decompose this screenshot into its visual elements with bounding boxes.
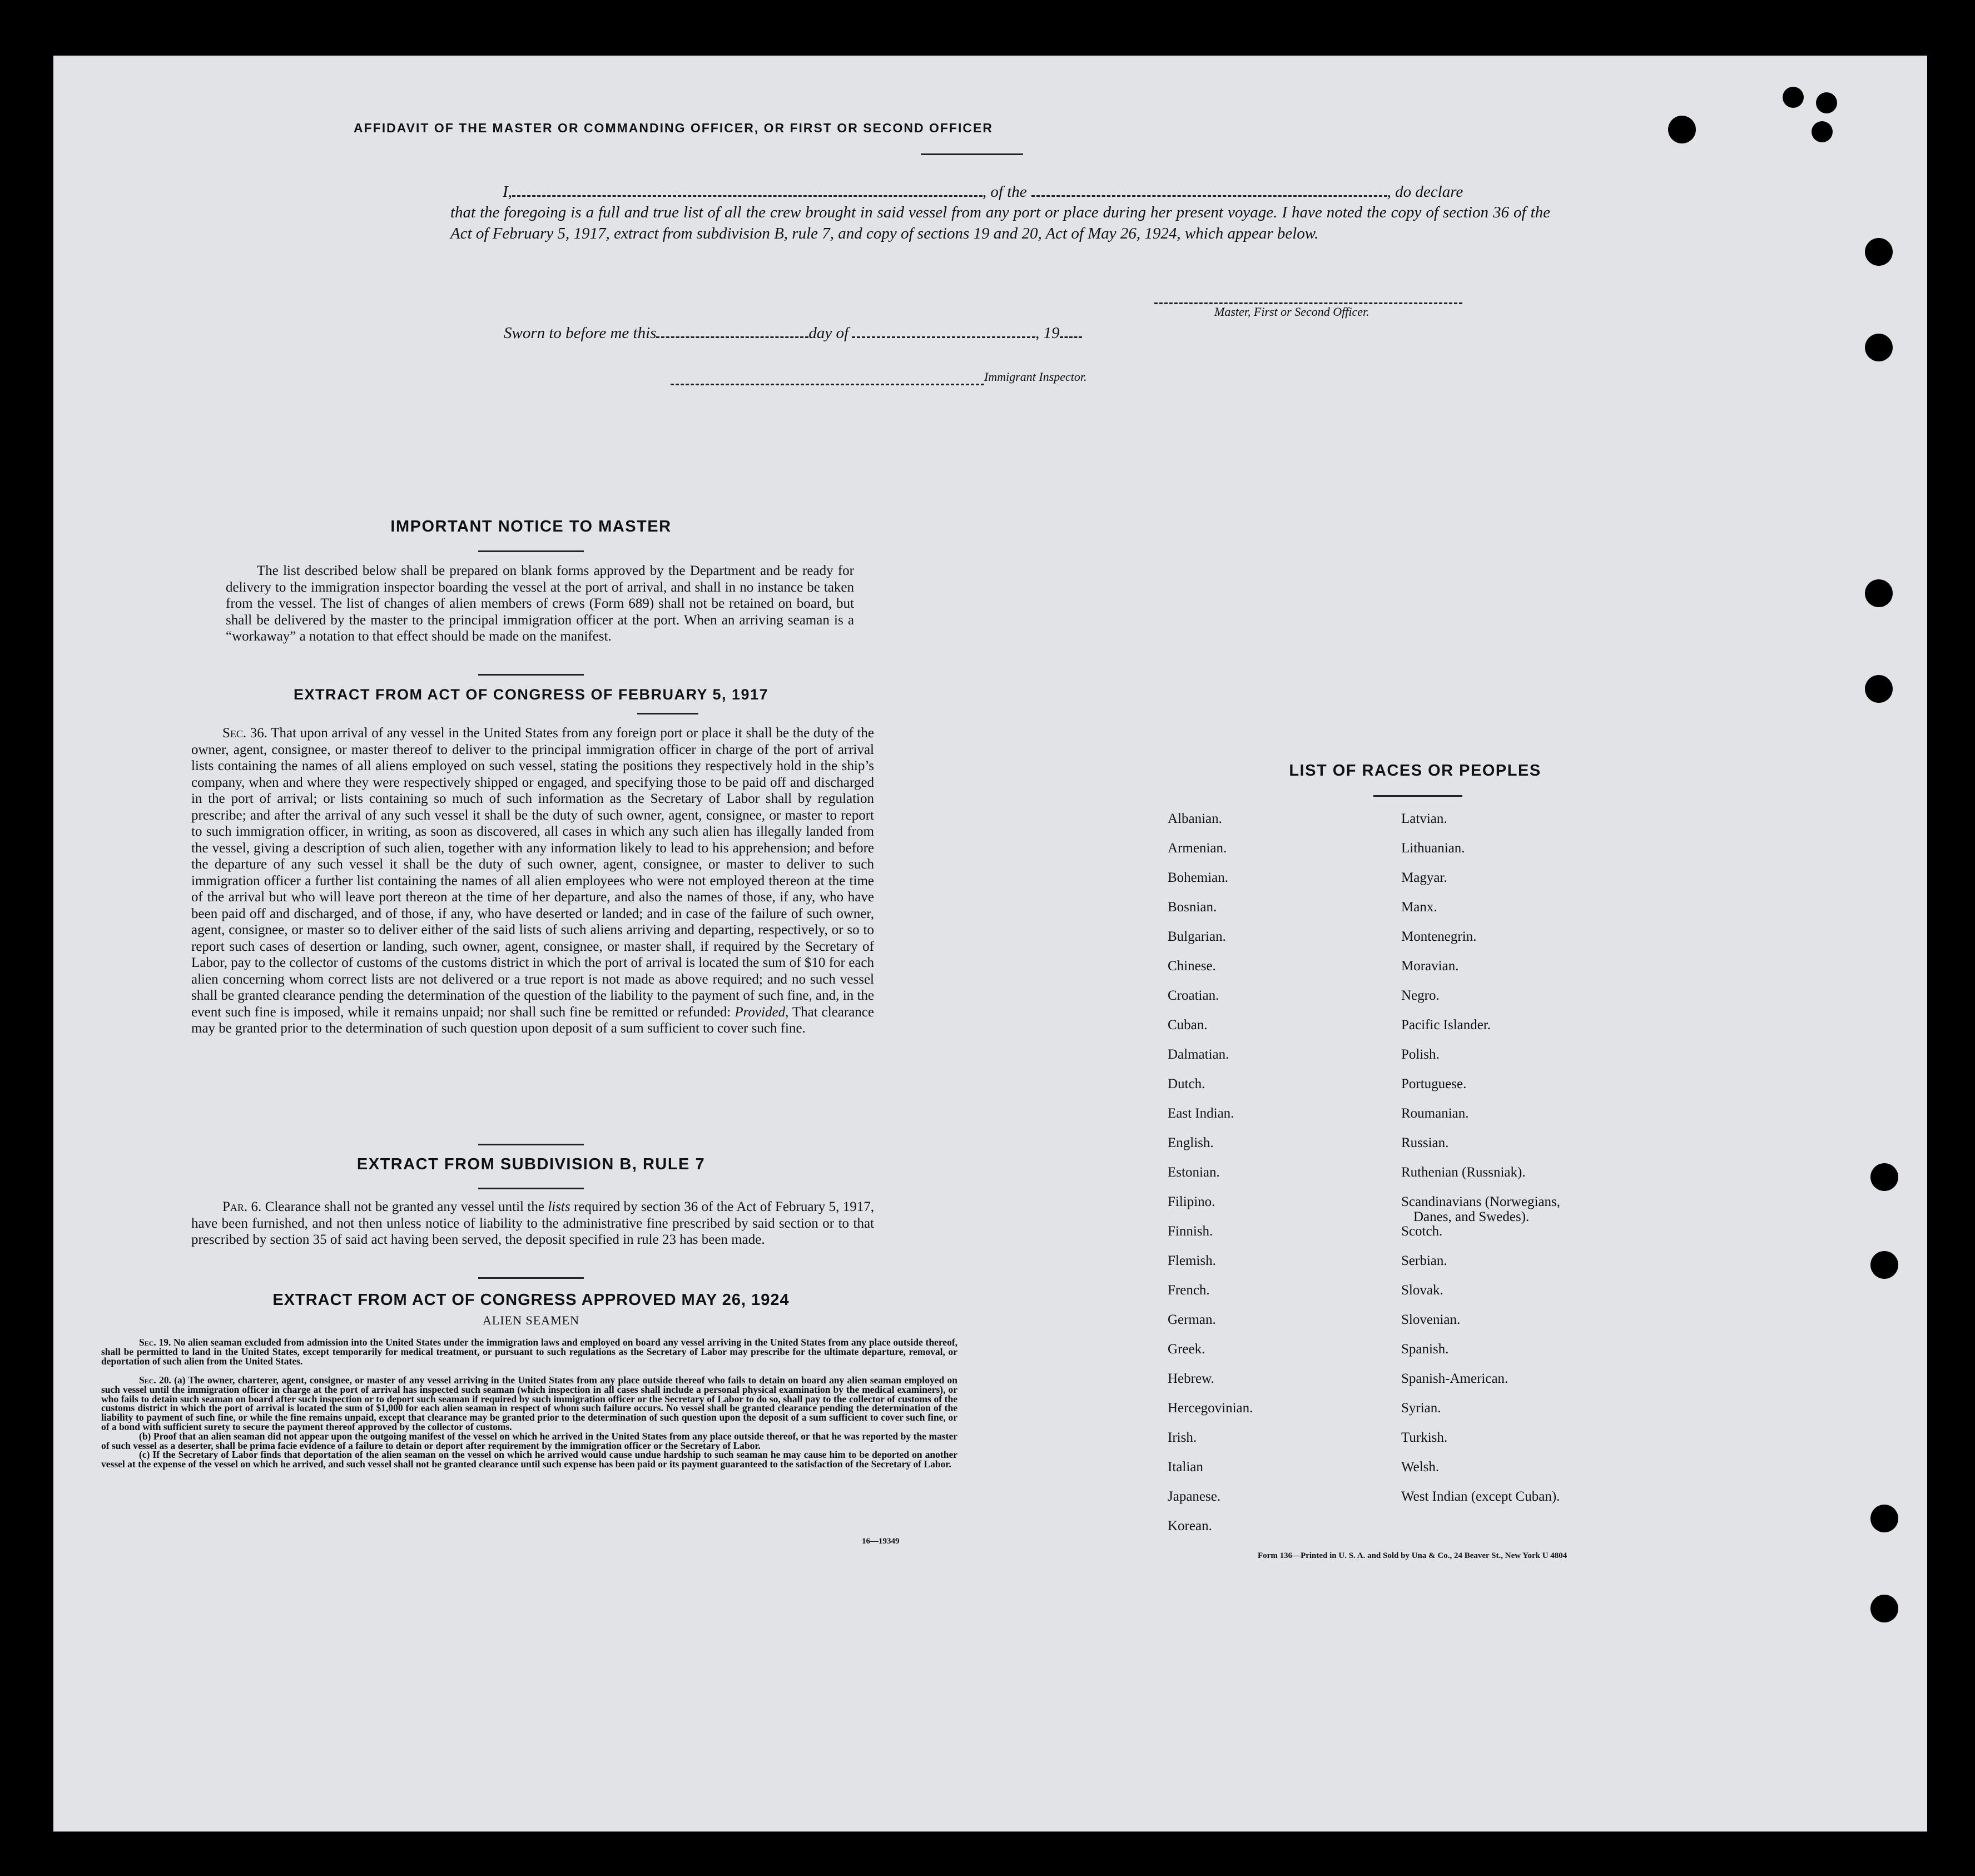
month-blank[interactable] (852, 323, 1035, 338)
race-item: Chinese. (1168, 959, 1216, 974)
race-item: Slovenian. (1401, 1312, 1461, 1327)
race-item: Bosnian. (1168, 900, 1217, 915)
race-item: Magyar. (1401, 870, 1447, 885)
sworn-line (504, 322, 1082, 344)
race-item: Cuban. (1168, 1018, 1208, 1033)
race-item: West Indian (except Cuban). (1401, 1489, 1560, 1504)
race-item: Slovak. (1401, 1283, 1443, 1298)
provided-word: Provided, (735, 1004, 789, 1020)
form-page (53, 56, 1927, 1832)
race-item: Lithuanian. (1401, 841, 1465, 856)
divider (921, 153, 1023, 155)
race-item: Flemish. (1168, 1253, 1216, 1268)
sec-36-label: Sec. 36. (222, 726, 268, 741)
extract-1924-title: EXTRACT FROM ACT OF CONGRESS APPROVED MAY 26, 1924 (272, 1291, 790, 1309)
section-36-text (191, 725, 874, 1037)
year-blank[interactable] (1060, 323, 1082, 338)
sec-20b-body: (b) Proof that an alien seaman did not appear upon the outgoing manifest of the vessel on which he arrived in the United States from any place outside thereof, or that he was reported by the master of such vessel as a deserter, shall be prima facie evidence of a failure to detain or deport after requirement by the immigration officer or the Secretary of Labor. (101, 1430, 957, 1451)
sec-19-body: No alien seaman excluded from admission into the United States under the immigration laws and employed on board any vessel arriving in the United States from any place outside thereof, shall be permitted to land in the United States, except temporarily for medical treatment, or pursuant to such regulations as the Secretary of Labor may prescribe for the ultimate departure, removal, or deportation of such alien from the United States. (101, 1337, 958, 1367)
race-item: English. (1168, 1135, 1214, 1150)
affidavit-i: I, (503, 183, 512, 201)
affidavit-title: AFFIDAVIT OF THE MASTER OR COMMANDING OFFICER, OR FIRST OR SECOND OFFICER (354, 121, 993, 135)
race-item: Negro. (1401, 988, 1440, 1003)
name-blank[interactable] (512, 182, 982, 197)
race-item: Spanish-American. (1401, 1371, 1508, 1386)
notice-paragraph: The list described below shall be prepared on blank forms approved by the Department and be ready for delivery to the immigration inspector boarding the vessel at the port of arrival, and shall in no instance be taken from the vessel. The list of changes of alien members of crews (Form 689) shall not be retained on board, but shall be delivered by the master to the principal immigration officer at the port. When an arriving seaman is a “workaway” a notation to that effect should be made on the manifest. (226, 563, 854, 644)
divider (478, 550, 584, 552)
race-item: Korean. (1168, 1518, 1212, 1533)
rule-7-text (191, 1199, 874, 1248)
binder-hole (1870, 1251, 1898, 1279)
race-item: Pacific Islander. (1401, 1018, 1491, 1033)
race-item: Estonian. (1168, 1165, 1220, 1180)
race-item: Turkish. (1401, 1430, 1448, 1445)
race-item: Russian. (1401, 1135, 1449, 1150)
divider (478, 1144, 584, 1145)
sec-20-text (101, 1376, 957, 1469)
race-item: Finnish. (1168, 1224, 1213, 1239)
race-item: Syrian. (1401, 1401, 1441, 1416)
race-item: Italian (1168, 1460, 1203, 1475)
lists-word: lists (548, 1199, 570, 1214)
races-title: LIST OF RACES OR PEOPLES (1289, 762, 1541, 780)
rule-7-title: EXTRACT FROM SUBDIVISION B, RULE 7 (356, 1155, 706, 1173)
race-item: Scandinavians (Norwegians, (1401, 1194, 1561, 1209)
race-item: Japanese. (1168, 1489, 1221, 1504)
affidavit-text: that the foregoing is a full and true list of all the crew brought in said vessel from any port or place during her present voyage. I have noted the copy of section 36 of the Act of February 5, 1917, extract from subdivision B, rule 7, and copy of sections 19 and 20, Act of May 26, 1924, which appear below. (450, 204, 1550, 242)
affidavit-of-the: , of the (982, 183, 1027, 201)
sec-20-label: Sec. 20. (139, 1374, 171, 1386)
master-label: Master, First or Second Officer. (1214, 305, 1369, 319)
race-item: Welsh. (1401, 1460, 1440, 1475)
race-item: East Indian. (1168, 1106, 1234, 1121)
race-item: Latvian. (1401, 811, 1447, 826)
vessel-blank[interactable] (1031, 182, 1387, 197)
sec-36-body-end: That clearance may be granted prior to the determination of such question upon deposit of a sum sufficient to cover such fine. (191, 1004, 874, 1036)
divider (478, 1277, 584, 1279)
sec-36-body: That upon arrival of any vessel in the United States from any foreign port or place it shall be the duty of the owner, agent, consignee, or master thereof to deliver to the principal immigration officer in charge of the port of arrival lists containing the names of all aliens employed on such vessel, stating the positions they respectively hold in the ship’s company, when and where they were respectively shipped or engaged, and specifying those to be paid off and discharged in the port of arrival; or lists containing so much of such information as the Secretary of Labor shall by regulation prescribe; and after the arrival of any such vessel it shall be the duty of such owner, agent, consignee, or master to report to such immigration officer, in writing, as soon as discovered, all cases in which any such alien has illegally landed from the vessel, giving a description of such alien, together with any information likely to lead to his apprehension; and before the departure of any such vessel it shall be the duty of such owner, agent, consignee, or master to deliver to such immigration officer a further list containing the names of all alien employees who were not employed thereon at the time of the arrival but who will leave port thereon at the time of her departure, and also the names of those, if any, who have been paid off and discharged, and of those, if any, who have deserted or landed; and in case of the failure of such owner, agent, consignee, or master so to deliver either of the said lists of such aliens arriving and departing, respectively, or so to report such cases of desertion or landing, such owner, agent, consignee, or master shall, if required by the Secretary of Labor, pay to the collector of customs of the customs district in which the port of arrival is located the sum of $10 for each alien concerning whom correct lists are not delivered or a true report is not made as above required; and no such vessel shall be granted clearance pending the determination of the question of the liability to the payment of such fine, and, in the event such fine is imposed, while it remains unpaid; nor shall such fine be remitted or refunded: (191, 726, 875, 1020)
race-item: Ruthenian (Russniak). (1401, 1165, 1526, 1180)
race-item: Dalmatian. (1168, 1047, 1229, 1062)
binder-hole (1812, 121, 1833, 142)
master-signature-blank[interactable] (1154, 289, 1462, 304)
race-item: Roumanian. (1401, 1106, 1469, 1121)
notice-text (226, 563, 854, 645)
divider (478, 1188, 584, 1189)
race-item: Scotch. (1401, 1224, 1443, 1239)
divider (637, 713, 698, 714)
day-blank[interactable] (656, 323, 808, 338)
binder-hole (1865, 334, 1893, 361)
rule-7-body-end: required by section 36 of the Act of February 5, 1917, have been furnished, and not then unless notice of liability to the administrative fine prescribed by said section or to that prescribed by section 35 of said act having been served, the deposit specified in rule 23 has been made. (191, 1199, 875, 1247)
sworn-year: , 19 (1035, 324, 1060, 342)
race-item: Irish. (1168, 1430, 1197, 1445)
binder-hole (1865, 579, 1893, 607)
sec-20a-body: (a) The owner, charterer, agent, consignee, or master of any vessel arriving in the United States from any place outside thereof who fails to detain on board any alien seaman employed on such vessel until the immigration officer in charge at the port of arrival has inspected such seaman (which inspection in all cases shall include a personal physical examination by the medical examiners), or who fails to detain such seaman on board after such inspection or to deport such seaman if required by such immigration officer or the Secretary of Labor to do so, shall pay to the collector of customs of the customs district in which the port of arrival is located the sum of $1,000 for each alien seaman in respect of whom such failure occurs. No vessel shall be granted clearance pending the determination of the liability to payment of such fine, or while the fine remains unpaid, except that clearance may be granted prior to the determination of such question upon the deposit of a sum sufficient to cover such fine, or of a bond with sufficient surety to secure the payment thereof approved by the collector of customs. (101, 1374, 958, 1432)
affidavit-declaration-line (503, 181, 1554, 202)
race-item: French. (1168, 1283, 1210, 1298)
race-item: Montenegrin. (1401, 929, 1477, 944)
race-item: Moravian. (1401, 959, 1459, 974)
extract-1917-title: EXTRACT FROM ACT OF CONGRESS OF FEBRUARY 5, 1917 (293, 686, 769, 703)
race-item: Portuguese. (1401, 1076, 1467, 1091)
race-item: Greek. (1168, 1342, 1205, 1357)
inspector-signature-blank[interactable] (671, 370, 984, 385)
race-item: Dutch. (1168, 1076, 1205, 1091)
race-item: Manx. (1401, 900, 1437, 915)
inspector-label: Immigrant Inspector. (984, 370, 1087, 384)
race-item: Filipino. (1168, 1194, 1215, 1209)
affidavit-do-declare: , do declare (1387, 183, 1463, 201)
race-item: Albanian. (1168, 811, 1222, 826)
race-item: Bohemian. (1168, 870, 1229, 885)
divider (1373, 795, 1462, 797)
binder-hole (1870, 1163, 1898, 1191)
sec-19-text (101, 1338, 957, 1366)
race-item: German. (1168, 1312, 1216, 1327)
race-item: Hercegovinian. (1168, 1401, 1253, 1416)
race-item: Polish. (1401, 1047, 1440, 1062)
binder-hole (1870, 1505, 1898, 1532)
race-item: Armenian. (1168, 841, 1227, 856)
extract-1924-subtitle: ALIEN SEAMEN (483, 1313, 579, 1327)
race-item-continued: Danes, and Swedes). (1413, 1209, 1530, 1224)
divider (478, 674, 584, 676)
race-item: Spanish. (1401, 1342, 1449, 1357)
binder-hole (1865, 238, 1893, 266)
binder-hole (1870, 1595, 1898, 1622)
binder-hole (1816, 92, 1837, 113)
form-footer: Form 136—Printed in U. S. A. and Sold by Una & Co., 24 Beaver St., New York U 4804 (1258, 1551, 1567, 1560)
sec-20c-body: (c) If the Secretary of Labor finds that deportation of the alien seaman on the vessel on which he arrived would cause undue hardship to such seaman he may cause him to be deported on another vessel at the expense of the vessel on which he arrived, and such vessel shall not be granted clearance until such expense has been paid or its payment guaranteed to the satisfaction of the Secretary of Labor. (101, 1449, 957, 1470)
par-6-label: Par. 6. (222, 1199, 262, 1214)
binder-hole (1865, 675, 1893, 703)
race-item: Serbian. (1401, 1253, 1447, 1268)
race-item: Croatian. (1168, 988, 1219, 1003)
binder-hole (1668, 116, 1696, 143)
rule-7-body: Clearance shall not be granted any vessel until the (265, 1199, 544, 1214)
race-item: Bulgarian. (1168, 929, 1226, 944)
sworn-day-of: day of (808, 324, 849, 342)
race-item: Hebrew. (1168, 1371, 1214, 1386)
binder-hole (1783, 87, 1804, 108)
notice-title: IMPORTANT NOTICE TO MASTER (390, 518, 672, 535)
sec-19-label: Sec. 19. (139, 1337, 171, 1348)
form-code: 16—19349 (862, 1537, 900, 1546)
sworn-prefix: Sworn to before me this (504, 324, 657, 342)
